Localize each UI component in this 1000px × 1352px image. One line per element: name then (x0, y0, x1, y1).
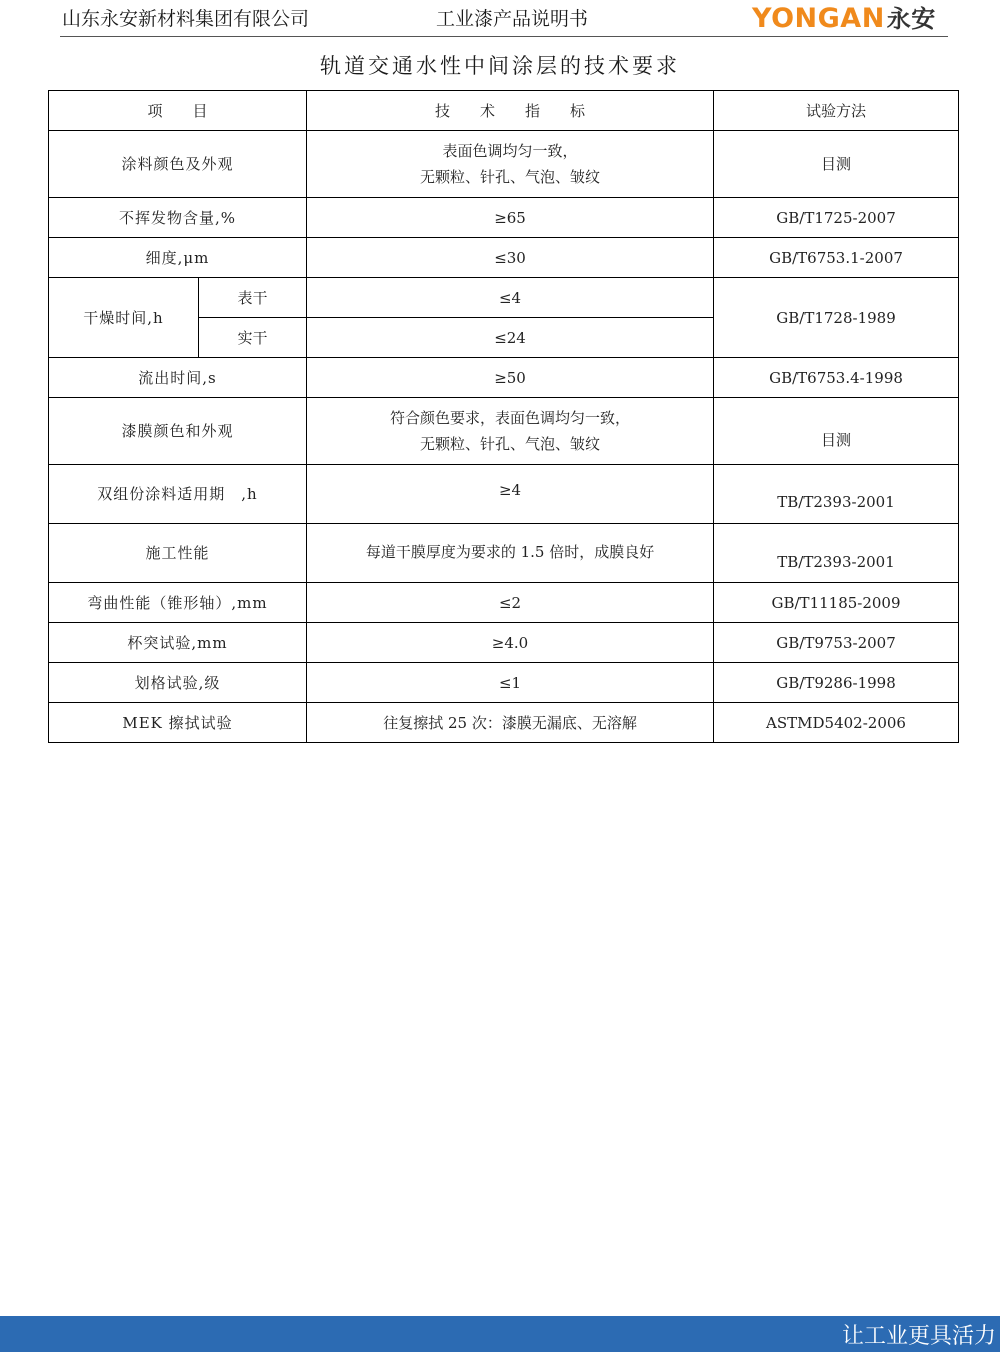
document-type: 工业漆产品说明书 (436, 8, 589, 30)
row-method: 目测 (714, 131, 959, 198)
row-item: 弯曲性能（锥形轴）,mm (49, 583, 307, 623)
footer-slogan: 让工业更具活力 (841, 1324, 996, 1349)
table-header-row (49, 91, 959, 131)
row-method: GB/T6753.1-2007 (714, 238, 959, 278)
row-method: GB/T1725-2007 (714, 198, 959, 238)
row-method: TB/T2393-2001 (714, 524, 959, 583)
table-row (49, 238, 959, 278)
logo-text-cn: 永安 (886, 5, 936, 33)
row-item: MEK 擦拭试验 (49, 703, 307, 743)
row-spec: ≥4.0 (307, 623, 714, 663)
row-subitem: 实干 (199, 318, 307, 358)
row-item: 划格试验,级 (49, 663, 307, 703)
table-row (49, 278, 959, 318)
table-row (49, 398, 959, 465)
logo-text-en: YONGAN (752, 3, 885, 34)
header-divider (60, 36, 948, 37)
header-spec: 技 术 指 标 (307, 91, 714, 131)
row-spec: ≥50 (307, 358, 714, 398)
row-method: GB/T9753-2007 (714, 623, 959, 663)
row-spec (307, 398, 714, 465)
row-spec: 往复擦拭 25 次：漆膜无漏底、无溶解 (307, 703, 714, 743)
row-method: GB/T6753.4-1998 (714, 358, 959, 398)
row-item: 细度,μm (49, 238, 307, 278)
row-spec: ≤4 (307, 278, 714, 318)
row-item: 流出时间,s (49, 358, 307, 398)
spec-line: 无颗粒、针孔、气泡、皱纹 (420, 168, 601, 186)
row-method: TB/T2393-2001 (714, 465, 959, 524)
row-item: 干燥时间,h (49, 278, 199, 358)
row-item: 不挥发物含量,% (49, 198, 307, 238)
table-row (49, 583, 959, 623)
row-item: 杯突试验,mm (49, 623, 307, 663)
row-spec: ≤30 (307, 238, 714, 278)
row-spec: ≥4 (307, 465, 714, 524)
spec-line: 表面色调均匀一致， (442, 142, 578, 160)
table-row (49, 358, 959, 398)
row-item: 双组份涂料适用期 ,h (49, 465, 307, 524)
row-spec: ≤2 (307, 583, 714, 623)
row-spec: ≥65 (307, 198, 714, 238)
company-logo (752, 0, 936, 34)
row-subitem: 表干 (199, 278, 307, 318)
row-item: 涂料颜色及外观 (49, 131, 307, 198)
row-method: GB/T11185-2009 (714, 583, 959, 623)
table-row (49, 465, 959, 524)
row-method: GB/T1728-1989 (714, 278, 959, 358)
table-row (49, 623, 959, 663)
row-item: 漆膜颜色和外观 (49, 398, 307, 465)
document-title: 轨道交通水性中间涂层的技术要求 (320, 54, 680, 78)
table-row (49, 663, 959, 703)
footer-band (0, 1316, 1000, 1352)
company-name: 山东永安新材料集团有限公司 (62, 8, 310, 30)
header-item: 项 目 (49, 91, 307, 131)
row-spec (307, 131, 714, 198)
table-row (49, 198, 959, 238)
table-row (49, 703, 959, 743)
table-row (49, 131, 959, 198)
row-item: 施工性能 (49, 524, 307, 583)
spec-line: 无颗粒、针孔、气泡、皱纹 (420, 435, 601, 453)
row-method: 目测 (714, 398, 959, 465)
table-row (49, 524, 959, 583)
row-spec: 每道干膜厚度为要求的 1.5 倍时，成膜良好 (307, 524, 714, 583)
spec-table (48, 90, 959, 743)
header-method: 试验方法 (714, 91, 959, 131)
row-method: GB/T9286-1998 (714, 663, 959, 703)
row-method: ASTMD5402-2006 (714, 703, 959, 743)
row-spec: ≤24 (307, 318, 714, 358)
row-spec: ≤1 (307, 663, 714, 703)
page-header (0, 0, 1000, 40)
spec-line: 符合颜色要求，表面色调均匀一致， (390, 409, 631, 427)
